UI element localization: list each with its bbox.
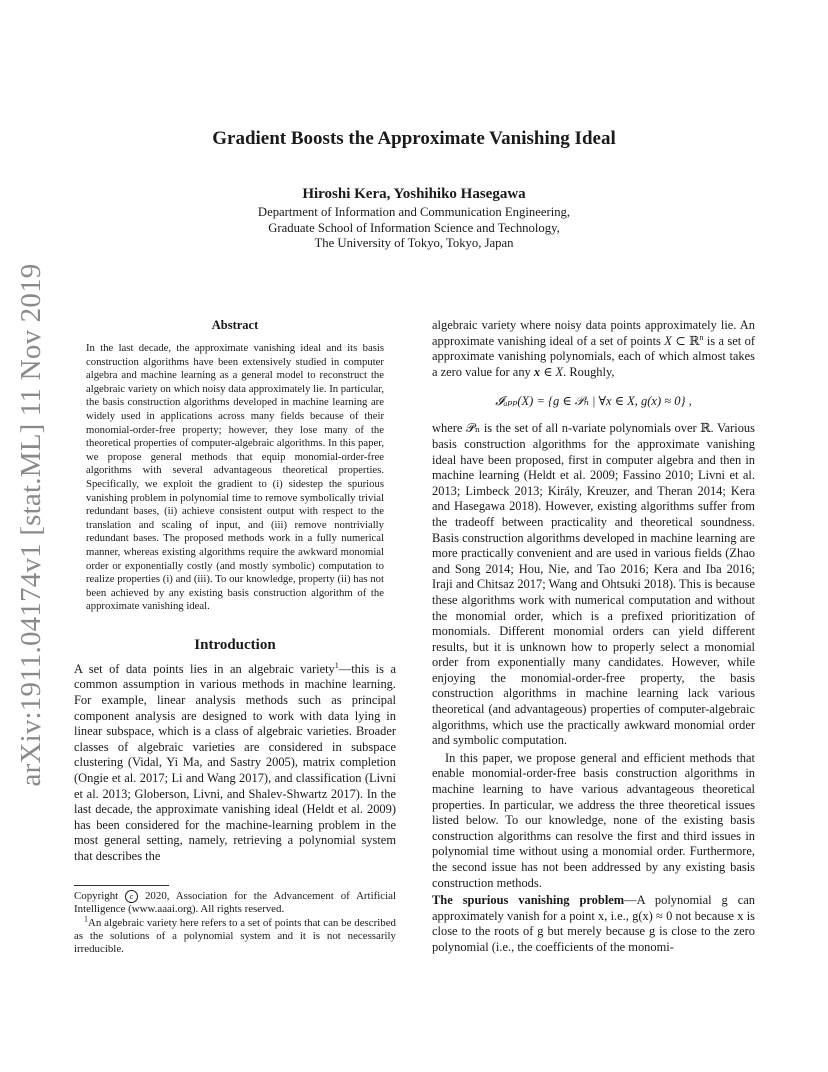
footnotes: [74, 885, 396, 957]
copyright-icon: c: [125, 890, 138, 903]
abstract-text: In the last decade, the approximate vanishing ideal and its basis construction algorithms have been extensively studied in computer algebra and machine learning as a general model to reconstruct the algebraic variety on which noisy data approximately lie. In particular, the basis construction algorithms developed in machine learning are widely used in applications across many fields because of their monomial-order-free property; however, they lose many of the theoretical properties of computer-algebraic algorithms. In this paper, we propose general methods that equip monomial-order-free algorithms with several advantageous theoretical properties. Specifically, we exploit the gradient to (i) sidestep the spurious vanishing problem in polynomial time to remove symbolically trivial redundant bases, (ii) achieve consistent output with respect to the translation and scaling of input, and (iii) remove nontrivially redundant bases. The proposed methods work in a fully numerical manner, whereas existing algorithms require the awkward monomial order or exponentially costly (and mostly symbolic) computation to realize properties (i) and (iii). To our knowledge, property (ii) has not been achieved by any existing basis construction algorithm of the approximate vanishing ideal.: [86, 342, 384, 613]
intro-paragraph-5: The spurious vanishing problem—A polynomial g can approximately vanish for a point x, i.e., g(x) ≈ 0 not because x is close to the roots of g but merely because g is close to the zero polynomial (i.e., the coefficients of the monomi-: [432, 893, 755, 954]
footnote-1: $^1$An algebraic variety here refers to a set of points that can be described as the solutions of a polynomial system and it is not necessarily irreducible.: [74, 914, 396, 955]
affiliation-line: The University of Tokyo, Tokyo, Japan: [314, 236, 514, 250]
run-in-heading: The spurious vanishing problem: [432, 893, 625, 908]
abstract-heading: Abstract: [211, 318, 259, 332]
right-column: [432, 318, 755, 956]
footnote-rule: [74, 885, 169, 886]
affiliation: [120, 205, 708, 252]
footnote-ref: 1: [334, 660, 339, 670]
intro-paragraph-2: algebraic variety where noisy data points approximately lie. An approximate vanishing ideal of a set of points X ⊂ ℝ$^n$ is a set of approximate vanishing polynomials, each of which almost takes a zero value for any x ∈ X. Roughly,: [432, 318, 755, 379]
introduction-heading: Introduction: [194, 636, 276, 653]
copyright-notice: Copyright c 2020, Association for the Advancement of Artificial Intelligence (www.aaai.org). All rights reserved.: [74, 890, 396, 915]
intro-paragraph-4: In this paper, we propose general and efficient methods that enable monomial-order-free basis construction algorithms in machine learning to have various advantageous theoretical properties. In particular, we address the three theoretical issues listed below. To our knowledge, none of the existing basis construction algorithms can resolve the first and third issues in polynomial time without using a monomial order. Furthermore, the second issue has not been addressed by any existing basis construction methods.: [432, 750, 755, 890]
affiliation-line: Department of Information and Communication Engineering,: [257, 205, 571, 219]
affiliation-line: Graduate School of Information Science and Technology,: [268, 220, 560, 235]
paper-authors: Hiroshi Kera, Yoshihiko Hasegawa: [302, 186, 526, 202]
paper-title: Gradient Boosts the Approximate Vanishing Ideal: [212, 128, 616, 149]
left-column: [74, 318, 396, 865]
intro-paragraph-1: A set of data points lies in an algebraic variety$^1$—this is a common assumption in various methods in machine learning. For example, linear analysis methods such as principal component analysis are designed to work with data lying in linear subspace, which is a class of algebraic varieties. Broader classes of algebraic varieties are considered in subspace clustering (Vidal, Yi Ma, and Sastry 2005), matrix completion (Ongie et al. 2017; Li and Wang 2017), and classification (Livni et al. 2013; Globerson, Livni, and Shalev-Shwartz 2017). In the last decade, the approximate vanishing ideal (Heldt et al. 2009) has been considered for the machine-learning problem in the most general setting, namely, retrieving a polynomial system that describes the: [74, 660, 396, 863]
arxiv-identifier: arXiv:1911.04174v1 [stat.ML] 11 Nov 2019: [15, 263, 47, 787]
equation-approximate-vanishing-ideal: 𝓘ₐₚₚ(X) = {g ∈ 𝒫ₙ | ∀x ∈ X, g(x) ≈ 0} ,: [495, 394, 692, 409]
intro-paragraph-3: where 𝒫ₙ is the set of all n-variate polynomials over ℝ. Various basis construction algorithms for the approximate vanishing ideal have been proposed, first in computer algebra and then in machine learning (Heldt et al. 2009; Fassino 2010; Livni et al. 2013; Limbeck 2013; Király, Kreuzer, and Theran 2014; Kera and Hasegawa 2018). However, existing algorithms suffer from the tradeoff between practicality and theoretical soundness. Basis construction algorithms developed in machine learning are more practically convenient and are used in various fields (Zhao and Song 2014; Hou, Nie, and Tao 2016; Kera and Iba 2016; Iraji and Chitsaz 2017; Wang and Ohtsuki 2018). This is because these algorithms work with numerical computation and without the monomial order, which is a prefixed prioritization of monomials. Different monomial orders can yield different results, but it is unknown how to properly select a monomial order from exponentially many candidates. However, while enjoying the monomial-order-free property, the basis construction algorithms in machine learning lack various theoretical (and advantageous) properties of computer-algebraic algorithms, which use the practically awkward monomial order and symbolic computation.: [432, 421, 755, 748]
